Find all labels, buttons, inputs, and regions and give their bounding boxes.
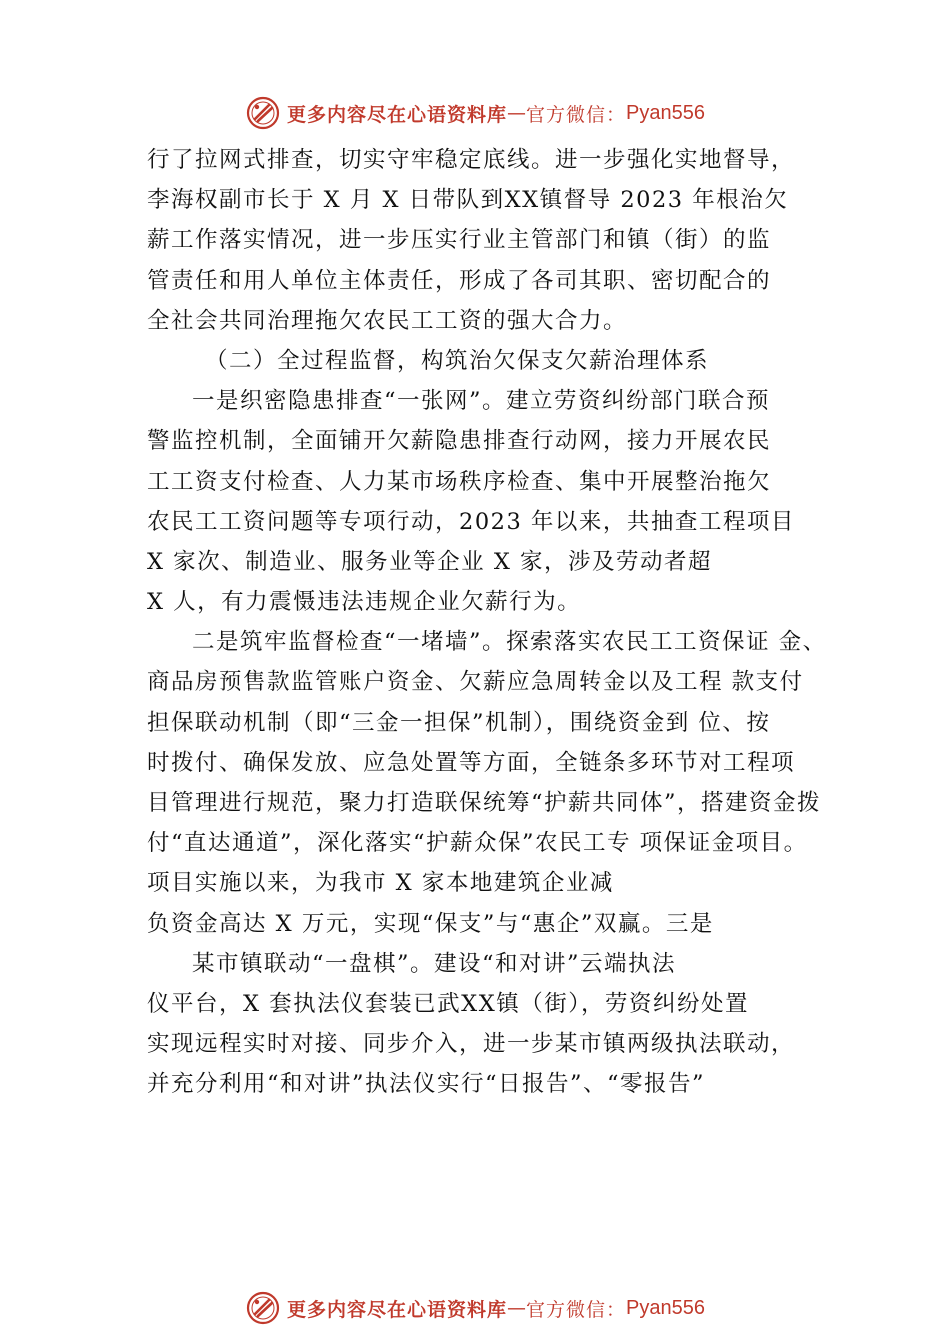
watermark-wechat-id: Pyan556	[626, 1296, 705, 1319]
text-line: 农民工工资问题等专项行动，2023 年以来，共抽查工程项目	[147, 508, 795, 535]
header-watermark	[0, 93, 950, 133]
text-line: 工工资支付检查、人力某市场秩序检查、集中开展整治拖欠	[147, 468, 772, 495]
text-line: 项目实施以来，为我市 X 家本地建筑企业减	[147, 870, 614, 897]
section-heading: （二）全过程监督，构筑治欠保支欠薪治理体系	[205, 347, 710, 374]
watermark-separator: —	[507, 102, 527, 124]
watermark-brand: 更多内容尽在心语资料库	[287, 1298, 508, 1321]
watermark-wechat-label: 官方微信：	[526, 103, 627, 126]
text-line: 付“直达通道”，深化落实“护薪众保”农民工专 项保证金项目。	[147, 830, 808, 857]
text-line: 一是织密隐患排查“一张网”。建立劳资纠纷部门联合预	[192, 388, 771, 415]
watermark-separator: —	[507, 1297, 527, 1319]
text-line: 警监控机制，全面铺开欠薪隐患排查行动网，接力开展农民	[147, 428, 772, 455]
text-line: 负资金高达 X 万元，实现“保支”与“惠企”双赢。三是	[147, 910, 714, 937]
text-line: 商品房预售款监管账户资金、欠薪应急周转金以及工程 款支付	[147, 669, 804, 696]
text-line: 薪工作落实情况，进一步压实行业主管部门和镇（街）的监	[147, 227, 772, 254]
text-line: 实现远程实时对接、同步介入，进一步某市镇两级执法联动，	[147, 1031, 796, 1058]
text-line: 担保联动机制（即“三金一担保”机制），围绕资金到 位、按	[147, 709, 771, 736]
text-line: 全社会共同治理拖欠农民工工资的强大合力。	[147, 307, 628, 334]
text-line: 管责任和用人单位主体责任，形成了各司其职、密切配合的	[147, 267, 772, 294]
text-line: 李海权副市长于 X 月 X 日带队到XX镇督导 2023 年根治欠	[147, 187, 789, 214]
text-line: 二是筑牢监督检查“一堵墙”。探索落实农民工工资保证 金、	[192, 629, 827, 656]
text-line: X 家次、制造业、服务业等企业 X 家，涉及劳动者超	[147, 548, 712, 575]
text-line: 时拨付、确保发放、应急处置等方面，全链条多环节对工程项	[147, 749, 796, 776]
text-line: X 人，有力震慑违法违规企业欠薪行为。	[147, 589, 582, 616]
text-line: 某市镇联动“一盘棋”。建设“和对讲”云端执法	[192, 950, 677, 977]
seal-logo-icon	[245, 95, 281, 131]
text-line: 并充分利用“和对讲”执法仪实行“日报告”、“零报告”	[147, 1071, 706, 1098]
seal-logo-icon	[245, 1290, 281, 1326]
footer-watermark	[0, 1288, 950, 1328]
watermark-wechat-id: Pyan556	[626, 101, 705, 124]
text-line: 行了拉网式排查，切实守牢稳定底线。进一步强化实地督导，	[147, 147, 796, 173]
document-body	[147, 140, 847, 1105]
text-line: 仪平台，X 套执法仪套装已武XX镇（街），劳资纠纷处置	[147, 990, 749, 1017]
text-line: 目管理进行规范，聚力打造联保统筹“护薪共同体”，搭建资金拨	[147, 790, 822, 816]
watermark-wechat-label: 官方微信：	[526, 1298, 627, 1321]
watermark-brand: 更多内容尽在心语资料库	[287, 103, 508, 126]
